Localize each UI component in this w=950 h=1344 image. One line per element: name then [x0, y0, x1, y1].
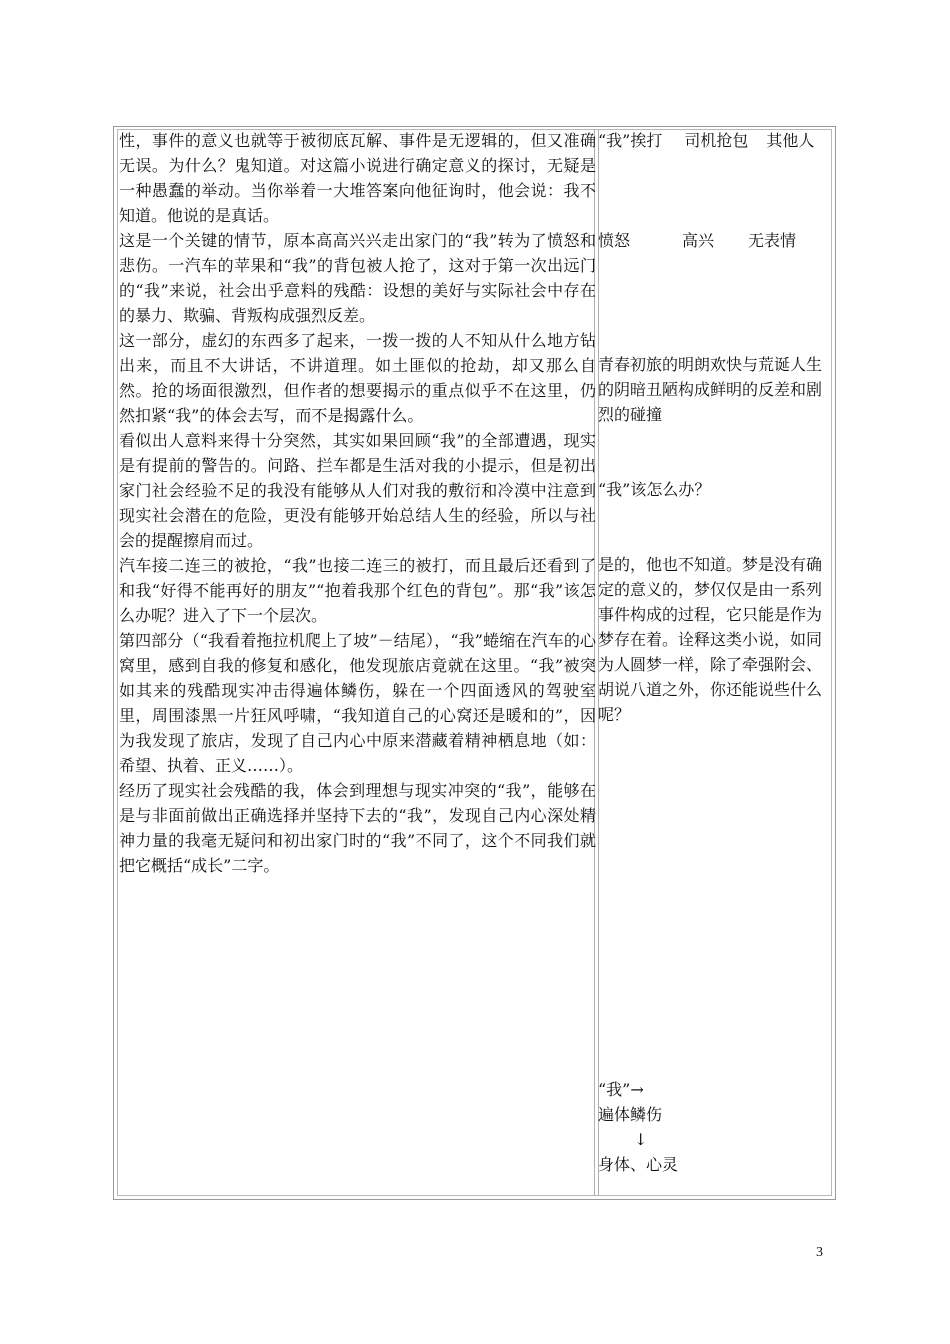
right-row-emotions	[598, 228, 832, 253]
diagram-line: 遍体鳞伤	[598, 1105, 663, 1124]
right-diagram	[598, 1077, 832, 1177]
left-column-text	[119, 128, 596, 878]
cell-text: 无表情	[748, 231, 797, 250]
cell-text: 高兴	[682, 231, 715, 250]
paragraph: 性，事件的意义也就等于被彻底瓦解、事件是无逻辑的，但又准确无误。为什么？鬼知道。对这篇小说进行确定意义的探讨，无疑是一种愚蠢的举动。当你举着一大堆答案向他征询时，他会说：我不知道。他说的是真话。	[119, 131, 596, 225]
cell-text: “我”挨打	[598, 131, 663, 150]
down-arrow-icon: ↓	[634, 1130, 648, 1149]
right-dream-text: 是的，他也不知道。梦是没有确定的意义的，梦仅仅是由一系列事件构成的过程，它只能是作为梦存在着。诠释这类小说，如同为人圆梦一样，除了牵强附会、胡说八道之外，你还能说些什么呢？	[598, 555, 823, 724]
cell-text: 愤怒	[598, 231, 631, 250]
page-number: 3	[816, 1245, 823, 1260]
right-contrast-text: 青春初旅的明朗欢快与荒诞人生的阴暗丑陋构成鲜明的反差和剧烈的碰撞	[598, 355, 823, 424]
diagram-line: 身体、心灵	[598, 1155, 679, 1174]
diagram-line: “我”→	[598, 1080, 644, 1099]
cell-text: 司机抢包	[684, 131, 749, 150]
paragraph: 第四部分（“我看着拖拉机爬上了坡”－结尾），“我”蜷缩在汽车的心窝里，感到自我的修复和感化，他发现旅店竟就在这里。“我”被突如其来的残酷现实冲击得遍体鳞伤，躲在一个四面透风的驾驶室里，周围漆黑一片狂风呼啸，“我知道自己的心窝还是暖和的”，因为我发现了旅店，发现了自己内心中原来潜藏着精神栖息地（如：希望、执着、正义……）。	[119, 631, 596, 775]
paragraph: 经历了现实社会残酷的我，体会到理想与现实冲突的“我”，能够在是与非面前做出正确选择并坚持下去的“我”，发现自己内心深处精神力量的我毫无疑问和初出家门时的“我”不同了，这个不同我们就把它概括“成长”二字。	[119, 781, 596, 875]
cell-text: 其他人	[766, 131, 815, 150]
paragraph: 这是一个关键的情节，原本高高兴兴走出家门的“我”转为了愤怒和悲伤。一汽车的苹果和“我”的背包被人抢了，这对于第一次出远门的“我”来说，社会出乎意料的残酷：设想的美好与实际社会中存在的暴力、欺骗、背叛构成强烈反差。	[119, 231, 596, 325]
paragraph: 看似出人意料来得十分突然，其实如果回顾“我”的全部遭遇，现实是有提前的警告的。问路、拦车都是生活对我的小提示，但是初出家门社会经验不足的我没有能够从人们对我的敷衍和冷漠中注意到现实社会潜在的危险，更没有能够开始总结人生的经验，所以与社会的提醒擦肩而过。	[119, 431, 596, 550]
right-row-actions	[598, 128, 832, 153]
right-question-text: “我”该怎么办？	[598, 480, 711, 499]
paragraph: 汽车接二连三的被抢，“我”也接二连三的被打，而且最后还看到了和我“好得不能再好的朋友”“抱着我那个红色的背包”。那“我”该怎么办呢？进入了下一个层次。	[119, 556, 596, 625]
paragraph: 这一部分，虚幻的东西多了起来，一拨一拨的人不知从什么地方钻出来，而且不大讲话，不讲道理。如土匪似的抢劫，却又那么自然。抢的场面很激烈，但作者的想要揭示的重点似乎不在这里，仍然扣紧“我”的体会去写，而不是揭露什么。	[119, 331, 596, 425]
